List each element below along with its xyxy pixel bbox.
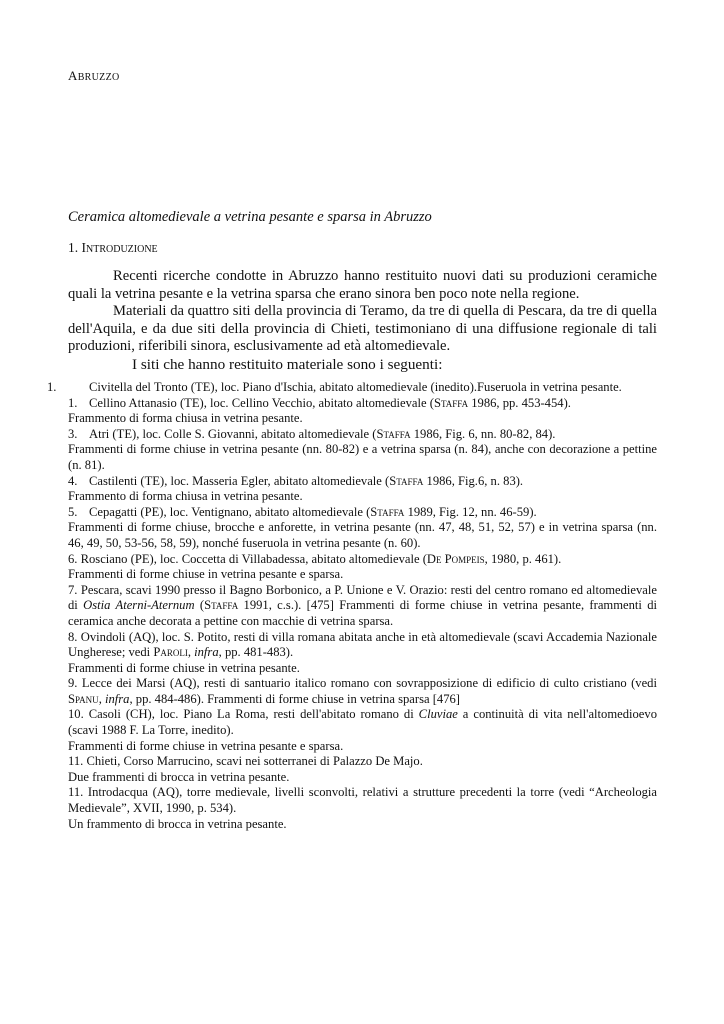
- infra-italic: infra: [194, 645, 219, 660]
- site-entry: [68, 707, 657, 738]
- author-citation: Staffa: [389, 473, 424, 488]
- author-citation: De Pompeis: [426, 551, 485, 566]
- author-citation: Paroli: [153, 645, 188, 660]
- entry-text: Cepagatti (PE), loc. Ventignano, abitato altomedievale (: [89, 504, 371, 519]
- entry-text: , 1980, p. 461).: [484, 551, 562, 566]
- site-entry: [68, 396, 657, 412]
- entry-text: 1986, pp. 453-454).: [468, 395, 571, 410]
- entry-text: Chieti, Corso Marrucino, scavi nei sotterranei di Palazzo De Majo.: [86, 754, 423, 769]
- entry-description: Un frammento di brocca in vetrina pesante.: [68, 816, 287, 831]
- entry-number: 6.: [68, 551, 78, 566]
- entry-number: 8.: [68, 629, 78, 644]
- article-title: Ceramica altomedievale a vetrina pesante e sparsa in Abruzzo: [68, 209, 432, 225]
- intro-paragraph: Materiali da quattro siti della provincia di Teramo, da tre di quella di Pescara, da tre di quella dell'Aquila, e da due siti della provincia di Chieti, testimoniano di una diffusione regionale di tali produzioni, riferibili sinora, esclusivamente ad età altomedievale.: [68, 303, 657, 355]
- author-citation: Staffa: [204, 598, 239, 613]
- running-header: [68, 68, 120, 84]
- entry-number: 1.: [68, 395, 78, 410]
- entry-text: (: [194, 598, 205, 613]
- site-entry: [68, 754, 657, 770]
- introduction: [68, 268, 657, 374]
- site-list: [47, 380, 658, 832]
- entry-text: , pp. 481-483).: [218, 645, 294, 660]
- intro-paragraph: Recenti ricerche condotte in Abruzzo hanno restituito nuovi dati su produzioni ceramiche quali la vetrina pesante e la vetrina sparsa che erano sinora ben poco note nella regione.: [68, 268, 657, 302]
- entry-number: 1.: [47, 380, 57, 394]
- entry-text: Rosciano (PE), loc. Coccetta di Villabadessa, abitato altomedievale (: [80, 551, 427, 566]
- site-entry: [68, 583, 657, 630]
- site-entry: [68, 552, 657, 568]
- site-name-italic: Cluviae: [418, 707, 458, 722]
- header-rest: BRUZZO: [77, 72, 120, 83]
- site-entry: 9. Lecce dei Marsi (AQ), resti di santuario italico romano con sovrapposizione di edificio di culto cristiano (vedi Spanu, infra, pp. 484-486). Frammenti di forme chiuse in vetrina sparsa [476]: [68, 676, 657, 706]
- entry-text: Lecce dei Marsi (AQ), resti di santuario italico romano con sovrapposizione di edificio di culto cristiano (vedi: [81, 676, 657, 691]
- entry-text: 1991, c.s.). [475] Frammenti di forme chiuse in vetrina pesante, frammenti di ceramica anche decorata a pettine con macchie di vetrina sparsa.: [68, 598, 658, 628]
- entry-number: 11.: [68, 754, 84, 769]
- entry-number: 7.: [68, 582, 78, 597]
- entry-text: Casoli (CH), loc. Piano La Roma, resti dell'abitato romano di: [88, 707, 419, 722]
- entry-text: 1986, Fig.6, n. 83).: [423, 473, 524, 488]
- author-citation: Staffa: [370, 504, 405, 519]
- entry-description: Frammenti di forme chiuse in vetrina pesante e sparsa.: [68, 567, 344, 582]
- site-name-italic: Ostia Aterni-Aternum: [83, 598, 195, 613]
- entry-description: Frammento di forma chiusa in vetrina pesante.: [68, 489, 303, 504]
- author-citation: Spanu: [68, 691, 99, 706]
- site-entry: [68, 785, 657, 816]
- entry-description: Frammenti di forme chiuse in vetrina pesante.: [68, 660, 300, 675]
- infra-italic: infra: [104, 691, 130, 706]
- entry-description: Frammenti di forme chiuse, brocche e anforette, in vetrina pesante (nn. 47, 48, 51, 52, 57) e in vetrina sparsa (nn. 46, 49, 50, 53-56, 58, 59), nonché fuseruola in vetrina pesante (n. 60).: [68, 520, 657, 550]
- entry-text: Civitella del Tronto (TE), loc. Piano d'Ischia, abitato altomedievale (inedito).Fuseruola in vetrina pesante.: [89, 380, 622, 394]
- entry-description: Frammento di forma chiusa in vetrina pesante.: [68, 411, 303, 426]
- entry-number: 11.: [68, 785, 84, 800]
- entry-text: Introdacqua (AQ), torre medievale, livelli sconvolti, relativi a strutture precedenti la torre (vedi “Archeologia Medievale”, XVII, 1990, p. 534).: [68, 785, 657, 816]
- entry-text: 1986, Fig. 6, nn. 80-82, 84).: [410, 426, 556, 441]
- author-citation: Staffa: [376, 426, 411, 441]
- entry-text: a continuità di vita nell'altomedioevo (scavi 1988 F. La Torre, inedito).: [68, 707, 657, 738]
- entry-description: Due frammenti di brocca in vetrina pesante.: [68, 769, 290, 784]
- entry-number: 10.: [68, 707, 84, 722]
- site-entry: [68, 427, 657, 443]
- entry-description: Frammenti di forme chiuse in vetrina pesante e sparsa.: [68, 738, 344, 753]
- intro-paragraph: I siti che hanno restituito materiale sono i seguenti:: [132, 355, 443, 373]
- entry-number: 9.: [68, 676, 78, 691]
- entry-description: Frammenti di forme chiuse in vetrina pesante (nn. 80-82) e a vetrina sparsa (n. 84), anche con decorazione a pettine (n. 81).: [68, 442, 657, 472]
- entry-text: Cellino Attanasio (TE), loc. Cellino Vecchio, abitato altomedievale (: [89, 395, 434, 410]
- entry-text: Castilenti (TE), loc. Masseria Egler, abitato altomedievale (: [89, 473, 390, 488]
- site-entry: [68, 474, 657, 490]
- entry-number: 5.: [68, 504, 78, 519]
- site-entry: [68, 505, 657, 521]
- entry-text: Pescara, scavi 1990 presso il Bagno Borbonico, a P. Unione e V. Orazio: resti del centro romano ed altomedievale di: [68, 582, 657, 613]
- section-prefix: 1. I: [68, 240, 86, 255]
- entry-text: 1989, Fig. 12, nn. 46-59).: [404, 504, 537, 519]
- entry-text: Atri (TE), loc. Colle S. Giovanni, abitato altomedievale (: [89, 426, 377, 441]
- author-citation: Staffa: [433, 395, 469, 410]
- entry-number: 3.: [68, 426, 78, 441]
- entry-number: 4.: [68, 473, 78, 488]
- entry-text: , pp. 484-486). Frammenti di forme chiuse in vetrina sparsa [476]: [129, 691, 460, 706]
- entry-text: Ovindoli (AQ), loc. S. Potito, resti di villa romana abitata anche in età altomedievale (scavi Accademia Nazionale Ungherese; vedi: [68, 629, 657, 660]
- site-entry: 8. Ovindoli (AQ), loc. S. Potito, resti di villa romana abitata anche in età altomedievale (scavi Accademia Nazionale Ungherese; vedi Paroli, infra, pp. 481-483).: [68, 629, 657, 660]
- section-rest: NTRODUZIONE: [86, 244, 158, 255]
- site-entry: [47, 380, 657, 396]
- header-initial: A: [68, 68, 78, 83]
- section-heading: [68, 240, 158, 256]
